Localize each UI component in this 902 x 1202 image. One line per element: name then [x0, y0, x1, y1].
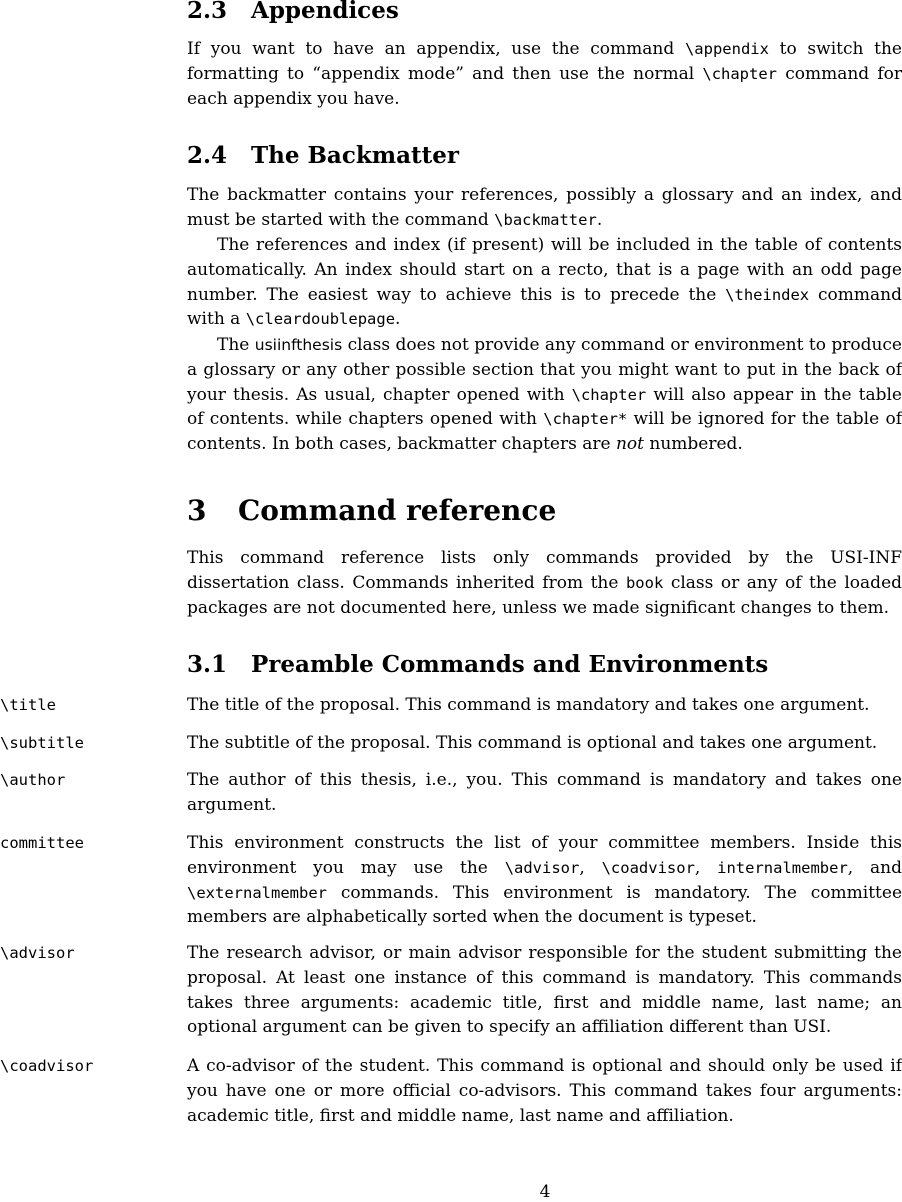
term-coadvisor: \coadvisor: [0, 1057, 94, 1075]
backmatter-paragraph-2: The references and index (if present) will be included in the table of contents automatically. An index should start on a recto, that is a page with an odd page number. The easiest way to achieve this is to precede the \theindex command with a \cleardoublepage.: [187, 235, 902, 330]
term-committee: committee: [0, 834, 84, 852]
definition-author: The author of this thesis, i.e., you. This command is mandatory and takes one argument.: [187, 770, 902, 815]
section-3-heading: 3 Command reference: [187, 494, 557, 527]
definition-advisor: The research advisor, or main advisor responsible for the student submitting the proposal. At least one instance of this command is mandatory. This commands takes three arguments: academic title, first and middle name, last name; an optional argument can be given to specify an affiliation different than USI.: [187, 943, 902, 1038]
backmatter-paragraph-1: The backmatter contains your references, possibly a glossary and an index, and must be started with the command \backmatter.: [187, 185, 902, 230]
term-subtitle: \subtitle: [0, 734, 84, 752]
definition-coadvisor: A co-advisor of the student. This command is optional and should only be used if you have one or more official co-advisors. This command takes four arguments: academic title, first and middle name, last name and affiliation.: [187, 1056, 902, 1126]
definition-committee: This environment constructs the list of your committee members. Inside this environment you may use the \advisor, \coadvisor, internalmember, and \externalmember commands. This environment is mandatory. The committee members are alphabetically sorted when the document is typeset.: [187, 833, 902, 928]
term-title: \title: [0, 696, 56, 714]
command-reference-paragraph: This command reference lists only commands provided by the USI-INF dissertation class. Commands inherited from the book class or any of the loaded packages are not documented here, unless we made significant changes to them.: [187, 548, 902, 618]
page-number: 4: [539, 1182, 551, 1202]
term-author: \author: [0, 771, 66, 789]
section-2-4-heading: 2.4 The Backmatter: [187, 142, 459, 169]
appendices-paragraph: If you want to have an appendix, use the command \appendix to switch the formatting to “appendix mode” and then use the normal \chapter command for each appendix you have.: [187, 39, 902, 109]
definition-title: The title of the proposal. This command is mandatory and takes one argument.: [187, 695, 870, 715]
term-advisor: \advisor: [0, 944, 75, 962]
section-2-3-heading: 2.3 Appendices: [187, 0, 399, 24]
section-3-1-heading: 3.1 Preamble Commands and Environments: [187, 651, 769, 678]
definition-subtitle: The subtitle of the proposal. This command is optional and takes one argument.: [187, 733, 878, 753]
backmatter-paragraph-3: The usiinfthesis class does not provide any command or environment to produce a glossary or any other possible section that you might want to put in the back of your thesis. As usual, chapter opened with \chapter will also appear in the table of contents. while chapters opened with \chapter* will be ignored for the table of contents. In both cases, backmatter chapters are not numbered.: [187, 335, 902, 455]
